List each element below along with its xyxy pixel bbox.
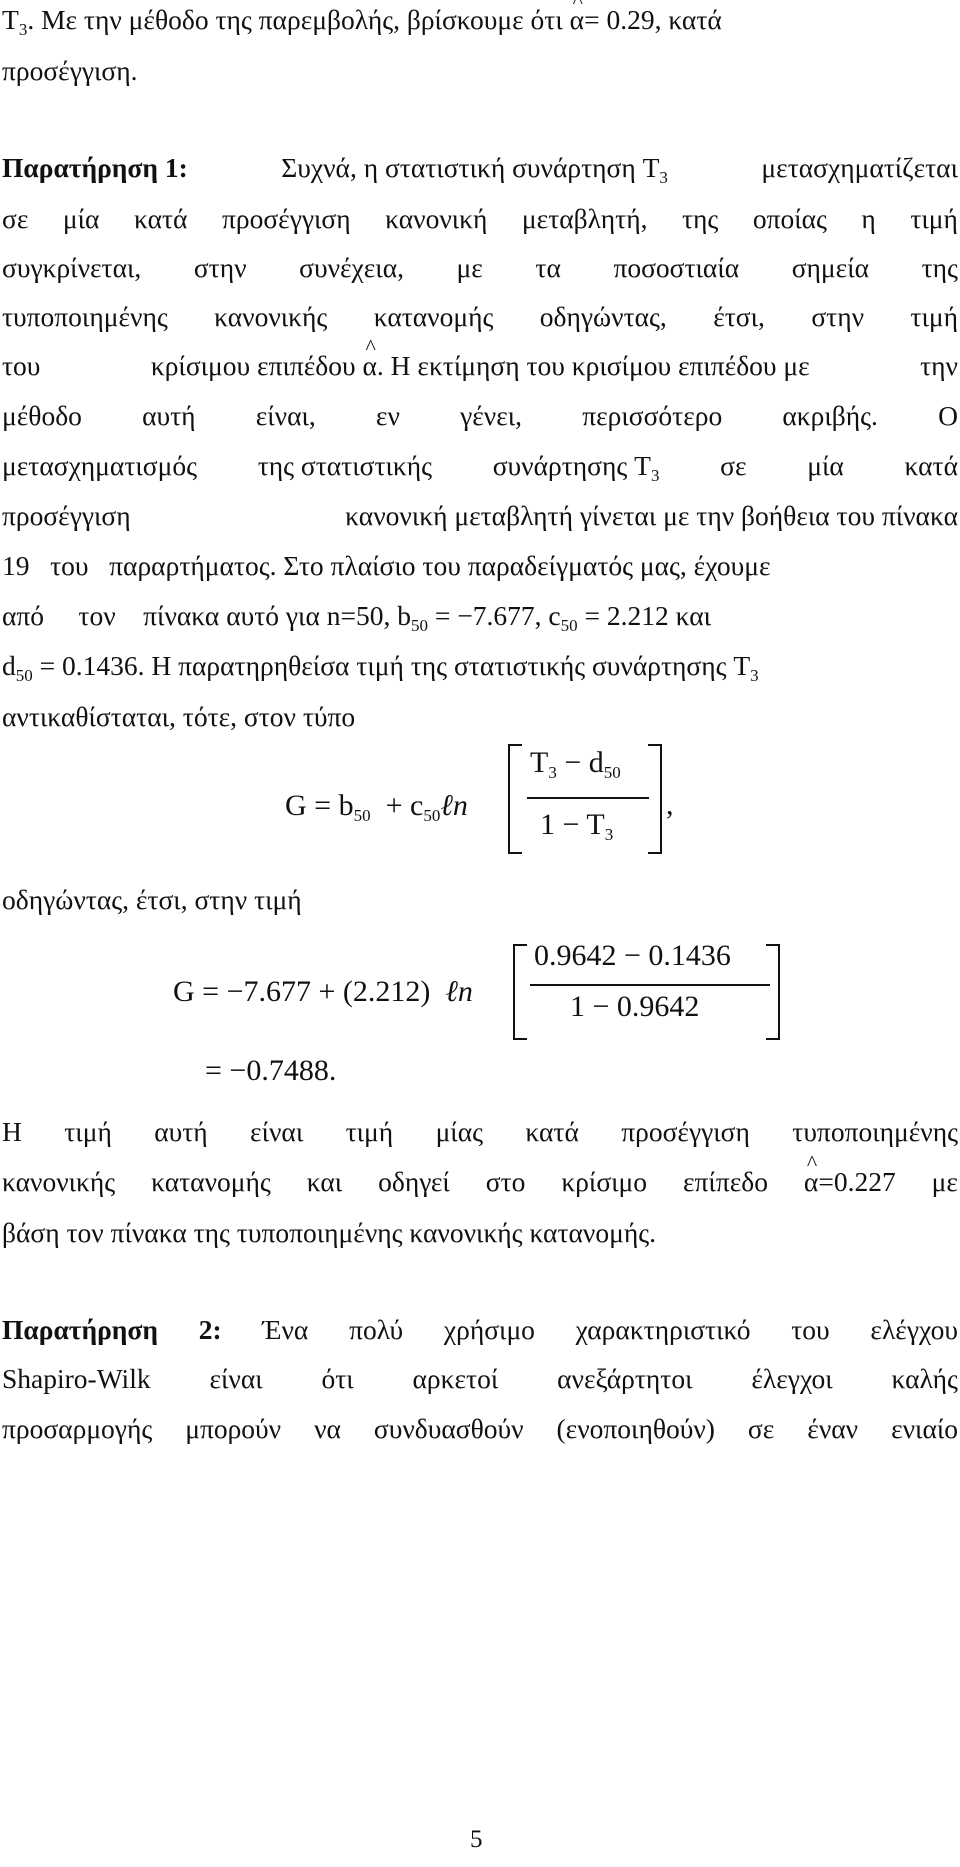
text-line-11 (2, 546, 958, 586)
word: οδηγώντας, (539, 301, 667, 332)
denominator-text: 1 − 0.9642 (570, 990, 700, 1023)
word: κατά (904, 450, 958, 481)
word: τιμή (345, 1116, 394, 1147)
left-bracket (508, 744, 522, 854)
word: συγκρίνεται, (2, 252, 142, 283)
text-line-4 (2, 199, 958, 239)
word: να (314, 1413, 341, 1444)
word: 19 (2, 550, 30, 581)
alpha-hat-symbol: ^ α (570, 0, 584, 40)
word: έτσι, (713, 301, 765, 332)
text-line-15 (2, 880, 958, 920)
minus-d: − d (564, 746, 604, 779)
remark-2-heading: Παρατήρηση (2, 1314, 159, 1345)
word: η (861, 203, 876, 234)
word: μεταβλητή, (521, 203, 648, 234)
line-text: οδηγώντας, έτσι, στην τιμή (2, 884, 302, 915)
word: κατά (525, 1116, 579, 1147)
numerator-text: 0.9642 − 0.1436 (534, 939, 731, 972)
word: τιμή (910, 301, 958, 332)
word: μία (62, 203, 100, 234)
right-bracket (766, 944, 780, 1040)
line-text: βάση τον πίνακα της τυποποιημένης κανονικής κατανομής. (2, 1217, 656, 1248)
text-line-17 (2, 1162, 958, 1202)
line-text-part: κρίσιμου επιπέδου (150, 350, 356, 381)
word: ενιαίο (891, 1413, 958, 1444)
text-line-9 (2, 446, 958, 486)
remark-2-number: 2: (198, 1314, 222, 1345)
word: του (791, 1314, 830, 1345)
word: εν (375, 400, 400, 431)
word: σημεία (791, 252, 870, 283)
word: ποσοστιαία (613, 252, 740, 283)
word: έλεγχοι (751, 1363, 833, 1394)
ln-symbol: ℓn (445, 975, 473, 1008)
word: χαρακτηριστικό (575, 1314, 751, 1345)
word: σε (720, 450, 747, 481)
subscript: 3 (750, 666, 759, 685)
word: κατανομής (151, 1166, 271, 1197)
word: του (2, 350, 41, 381)
word: και (306, 1166, 343, 1197)
right-bracket (648, 744, 662, 854)
word: τον (78, 600, 116, 631)
line-text-part: Συχνά, η στατιστική συνάρτηση T (281, 152, 660, 183)
word: μετασχηματισμός (2, 450, 197, 481)
fraction-denominator (570, 990, 699, 1024)
word: μετασχηματίζεται (761, 152, 958, 183)
word: από (2, 600, 45, 631)
text-line-3 (2, 148, 958, 188)
formula-lhs (173, 975, 473, 1009)
fraction-numerator (534, 939, 731, 973)
word: κανονική (385, 203, 488, 234)
word: καλής (891, 1363, 958, 1394)
word: στην (811, 301, 865, 332)
text-line-5 (2, 248, 958, 288)
text-line-20 (2, 1359, 958, 1399)
denominator-text: 1 − T (540, 808, 605, 841)
word: μπορούν (185, 1413, 282, 1444)
word: με (456, 252, 483, 283)
formula-plus-c: + c (385, 789, 424, 822)
line-text-part: πίνακα αυτό για n=50, b (143, 600, 411, 631)
word: ελέγχου (870, 1314, 958, 1345)
word: έναν (807, 1413, 859, 1444)
word: μίας (435, 1116, 484, 1147)
subscript: 50 (603, 763, 621, 782)
word: κανονικής (214, 301, 328, 332)
word: προσαρμογής (2, 1413, 153, 1444)
line-text (281, 148, 668, 188)
text-line-19 (2, 1310, 958, 1350)
fraction-bar (527, 797, 649, 799)
line-text (493, 446, 660, 486)
subscript: 50 (353, 806, 371, 825)
text-line-13 (2, 646, 958, 686)
line-text: αντικαθίσταται, τότε, στον τύπο (2, 701, 356, 732)
word: με (931, 1166, 958, 1197)
line-text: . Με την μέθοδο της παρεμβολής, βρίσκουμε ότι (27, 4, 563, 35)
word: στην (193, 252, 247, 283)
word: είναι (250, 1116, 304, 1147)
line-text-part: . Η εκτίμηση του κρισίμου επιπέδου με (376, 350, 810, 381)
line-text: προσέγγιση. (2, 55, 138, 86)
line-text: = 0.29, κατά (584, 4, 722, 35)
word: οδηγεί (378, 1166, 450, 1197)
word: της (921, 252, 958, 283)
word: τα (535, 252, 561, 283)
word: σε (2, 203, 29, 234)
word: χρήσιμο (443, 1314, 535, 1345)
word: τιμή (910, 203, 958, 234)
word: (ενοποιηθούν) (556, 1413, 715, 1444)
word: Η (2, 1116, 22, 1147)
word: ακριβής. (782, 400, 878, 431)
text-line-1 (2, 0, 958, 40)
text-line-21 (2, 1409, 958, 1449)
word: σε (747, 1413, 775, 1444)
value: =0.227 (818, 1166, 896, 1197)
text-line-12 (2, 596, 958, 636)
text-line-7 (2, 346, 958, 386)
alpha-value (804, 1162, 896, 1202)
subscript: 50 (423, 806, 441, 825)
word: αρκετοί (412, 1363, 499, 1394)
word: μία (807, 450, 844, 481)
result-text: = −0.7488. (205, 1054, 337, 1087)
ln-symbol: ℓn (440, 789, 468, 822)
word: προσέγγιση (621, 1116, 750, 1147)
formula-lhs (285, 789, 468, 823)
word: την (920, 350, 958, 381)
line-text-part: παραρτήματος. Στο πλαίσιο του παραδείγματός μας, έχουμε (109, 550, 771, 581)
word: τιμή (64, 1116, 112, 1147)
word: μέθοδο (2, 400, 82, 431)
fraction-bar (530, 984, 770, 986)
line-text-part: συνάρτησης T (492, 450, 651, 481)
t-symbol: T (530, 746, 549, 779)
word: τυποποιημένης (2, 301, 168, 332)
line-text-part: = 0.1436. Η παρατηρηθείσα τιμή της στατιστικής συνάρτησης T (39, 650, 751, 681)
word: αυτή (142, 400, 196, 431)
word: προσέγγιση (221, 203, 351, 234)
text-line-8 (2, 396, 958, 436)
line-text-part: = 2.212 και (584, 600, 712, 631)
subscript: 50 (560, 616, 578, 635)
text-line-6 (2, 297, 958, 337)
word: κανονικής (2, 1166, 116, 1197)
text-line-2 (2, 51, 958, 91)
word: ανεξάρτητοι (557, 1363, 693, 1394)
word: συνδυασθούν (373, 1413, 524, 1444)
text-line-18 (2, 1213, 958, 1253)
remark-1-heading: Παρατήρηση 1: (2, 152, 188, 183)
page-number: 5 (470, 1826, 483, 1853)
formula-g-value-lhs: G = −7.677 + (2.212) (173, 975, 431, 1008)
word: γένει, (460, 400, 523, 431)
word: της (681, 203, 719, 234)
subscript: 3 (604, 825, 614, 844)
word: προσέγγιση (2, 500, 131, 531)
word: του (50, 550, 89, 581)
word: αυτή (154, 1116, 208, 1147)
word: τυποποιημένης (792, 1116, 958, 1147)
subscript: 50 (411, 616, 428, 635)
t3-symbol: T (2, 4, 19, 35)
subscript: 50 (15, 666, 33, 685)
word: Ο (938, 400, 958, 431)
word: κατά (133, 203, 188, 234)
word: στο (485, 1166, 526, 1197)
subscript: 3 (18, 20, 28, 39)
line-text-part: κανονική μεταβλητή γίνεται με την βοήθεια του πίνακα (345, 500, 958, 531)
left-bracket (513, 944, 527, 1040)
line-text (151, 346, 810, 386)
alpha-hat-symbol: ^ α (804, 1162, 818, 1202)
fraction-numerator (530, 746, 621, 780)
text-line-10 (2, 496, 958, 536)
word: d (2, 650, 16, 681)
word: είναι (209, 1363, 263, 1394)
subscript: 3 (659, 168, 668, 187)
fraction-denominator (540, 808, 613, 842)
subscript: 3 (650, 466, 660, 485)
alpha-hat-symbol: ^ α (363, 346, 377, 386)
word: είναι, (255, 400, 316, 431)
word: κρίσιμο (561, 1166, 648, 1197)
comma: , (666, 788, 674, 821)
text-line-14 (2, 697, 958, 737)
word: της στατιστικής (257, 450, 433, 481)
formula-g-b: G = b (285, 789, 354, 822)
word: Shapiro-Wilk (2, 1363, 151, 1394)
word: κατανομής (373, 301, 494, 332)
word: οποίας (752, 203, 827, 234)
word: επίπεδο (682, 1166, 768, 1197)
word: ότι (321, 1363, 354, 1394)
word: πολύ (349, 1314, 404, 1345)
formula-result (205, 1054, 336, 1088)
formula-comma (666, 788, 674, 822)
word: Ένα (262, 1314, 309, 1345)
word: συνέχεια, (299, 252, 404, 283)
line-text-part: = −7.677, c (434, 600, 561, 631)
subscript: 3 (548, 763, 557, 782)
word: περισσότερο (582, 400, 723, 431)
